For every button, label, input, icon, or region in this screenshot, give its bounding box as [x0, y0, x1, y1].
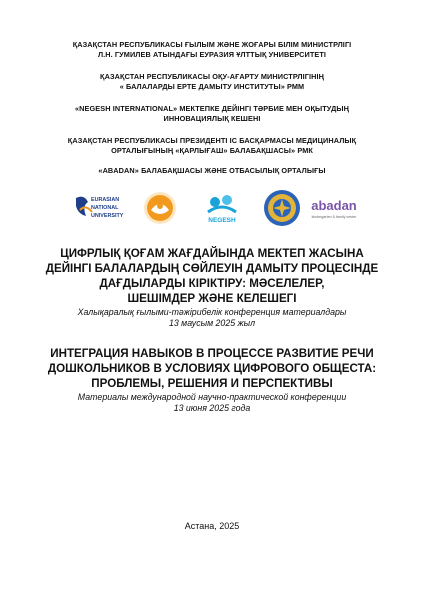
kazakh-title-line: ДЕЙІНГІ БАЛАЛАРДЫҢ СӨЙЛЕУІН ДАМЫТУ ПРОЦЕСІНДЕ: [45, 262, 379, 275]
russian-title-line: ПРОБЛЕМЫ, РЕШЕНИЯ И ПЕРСПЕКТИВЫ: [91, 377, 333, 390]
russian-subtitle-line: Материалы международной научно-практической конференции: [77, 392, 347, 402]
place-and-year: Астана, 2025: [184, 521, 240, 531]
org-line: ҚАЗАҚСТАН РЕСПУБЛИКАСЫ ПРЕЗИДЕНТІ ІС БАСҚАРМАСЫ МЕДИЦИНАЛЫҚ: [67, 136, 357, 145]
org-line: «NEGESH INTERNATIONAL» МЕКТЕПКЕ ДЕЙІНГІ ТӘРБИЕ МЕН ОҚЫТУДЫҢ: [75, 104, 349, 113]
kazakh-title-line: ДАҒДЫЛАРДЫ КІРІКТІРУ: МӘСЕЛЕЛЕР,: [99, 277, 325, 290]
org-block-4: [20, 136, 404, 156]
org-line: Л.Н. ГУМИЛЕВ АТЫНДАҒЫ ЕУРАЗИЯ ҰЛТТЫҚ УНИВЕРСИТЕТІ: [97, 50, 327, 59]
org-line: ИННОВАЦИЯЛЫҚ КЕШЕНІ: [163, 114, 261, 123]
negesh-logo-text: NEGESH: [208, 217, 236, 224]
enu-logo-text-1: EURASIAN: [91, 197, 120, 203]
state-emblem-logo: [262, 188, 302, 228]
kazakh-title-line: ЦИФРЛЫҚ ҚОҒАМ ЖАҒДАЙЫНДА МЕКТЕП ЖАСЫНА: [60, 247, 364, 260]
kazakh-title-line: ШЕШІМДЕР ЖӘНЕ КЕЛЕШЕГІ: [127, 292, 297, 305]
enu-logo-text-2: NATIONAL: [91, 205, 119, 211]
russian-subtitle-date: 13 июня 2025 года: [173, 403, 251, 413]
abadan-logo: [310, 192, 358, 224]
org-line: ҚАЗАҚСТАН РЕСПУБЛИКАСЫ ҒЫЛЫМ ЖӘНЕ ЖОҒАРЫ БІЛІМ МИНИСТРЛІГІ: [72, 40, 352, 49]
enu-logo: [74, 192, 126, 224]
abadan-tagline: kindergarten & family center: [311, 215, 357, 219]
org-block-3: [20, 104, 404, 124]
org-line: ҚАЗАҚСТАН РЕСПУБЛИКАСЫ ОҚУ-АҒАРТУ МИНИСТРЛІГІНІҢ: [100, 72, 324, 81]
kazakh-subtitle-date: 13 маусым 2025 жыл: [168, 318, 256, 328]
kazakh-subtitle: [20, 307, 404, 329]
org-line: « БАЛАЛАРДЫ ЕРТЕ ДАМЫТУ ИНСТИТУТЫ» РММ: [119, 82, 305, 91]
russian-title: [20, 346, 404, 391]
russian-title-line: ИНТЕГРАЦИЯ НАВЫКОВ В ПРОЦЕССЕ РАЗВИТИЕ РЕЧИ: [50, 347, 374, 360]
abadan-logo-text: abadan: [311, 198, 357, 213]
logo-row: [0, 188, 424, 228]
enu-logo-text-3: UNIVERSITY: [91, 213, 124, 219]
org-line: «ABADAN» БАЛАБАҚШАСЫ ЖӘНЕ ОТБАСЫЛЫҚ ОРТАЛЫҒЫ: [98, 166, 326, 175]
org-block-2: [20, 72, 404, 92]
russian-title-line: ДОШКОЛЬНИКОВ В УСЛОВИЯХ ЦИФРОВОГО ОБЩЕСТА:: [47, 362, 377, 375]
negesh-logo: [202, 190, 242, 226]
russian-subtitle: [20, 392, 404, 414]
org-block-1: [20, 40, 404, 60]
kazakh-title: [20, 246, 404, 306]
kazakh-subtitle-line: Халықаралық ғылыми-тәжірибелік конференция материалдары: [77, 307, 347, 317]
child-development-institute-logo: [142, 190, 178, 226]
org-block-5: [20, 166, 404, 176]
org-line: ОРТАЛЫҒЫНЫҢ «ҚАРЛЫҒАШ» БАЛАБАҚШАСЫ» РМК: [111, 146, 313, 155]
